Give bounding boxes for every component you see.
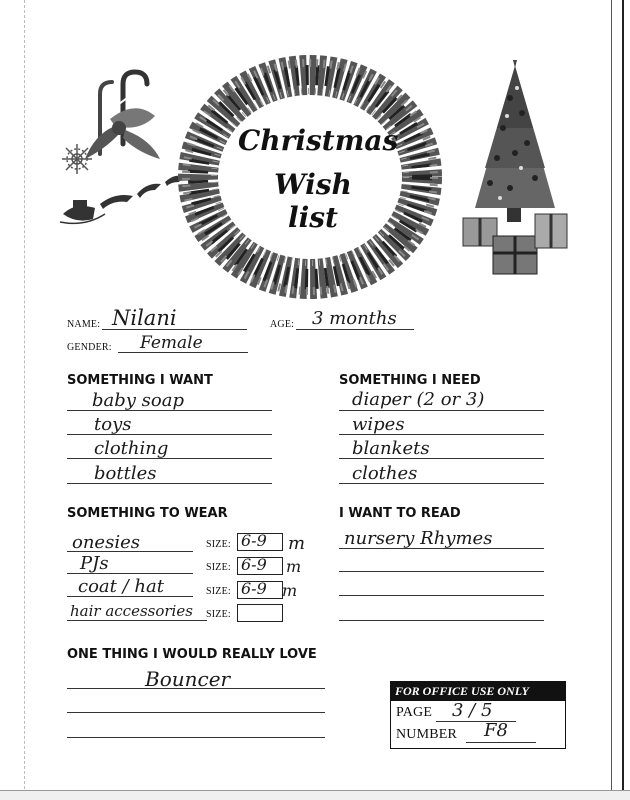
wear-size-1: 6-9 bbox=[241, 531, 267, 550]
wear-item-2: PJs bbox=[80, 553, 109, 574]
age-line bbox=[296, 329, 414, 330]
wear-size-box-4 bbox=[237, 604, 283, 622]
wear-size-label-1: SIZE: bbox=[206, 539, 231, 550]
name-value: Nilani bbox=[112, 306, 177, 330]
love-line-3 bbox=[67, 737, 325, 738]
wear-size-label-3: SIZE: bbox=[206, 586, 231, 597]
page-margin-right bbox=[611, 0, 612, 799]
office-page-value: 3 / 5 bbox=[452, 700, 493, 721]
want-item-2: toys bbox=[94, 414, 132, 435]
age-value: 3 months bbox=[312, 308, 397, 329]
need-line-1 bbox=[339, 410, 544, 411]
need-item-1: diaper (2 or 3) bbox=[352, 389, 485, 410]
wear-item-1: onesies bbox=[72, 532, 140, 553]
want-item-1: baby soap bbox=[92, 390, 184, 411]
need-item-4: clothes bbox=[352, 463, 418, 484]
read-line-4 bbox=[339, 620, 544, 621]
wear-unit-1: m bbox=[288, 533, 306, 554]
gender-label: GENDER: bbox=[67, 342, 112, 353]
want-heading: SOMETHING I WANT bbox=[67, 373, 213, 388]
read-line-2 bbox=[339, 571, 544, 572]
office-number-line bbox=[466, 742, 536, 743]
office-number-value: F8 bbox=[484, 720, 508, 741]
wear-size-label-2: SIZE: bbox=[206, 562, 231, 573]
need-item-2: wipes bbox=[352, 414, 405, 435]
read-line-3 bbox=[339, 595, 544, 596]
wear-line-4 bbox=[67, 620, 207, 621]
name-label: NAME: bbox=[67, 319, 101, 330]
office-heading: FOR OFFICE USE ONLY bbox=[391, 682, 565, 701]
want-item-4: bottles bbox=[94, 463, 157, 484]
want-item-3: clothing bbox=[94, 438, 169, 459]
office-page-label: PAGE bbox=[396, 705, 433, 720]
love-item-1: Bouncer bbox=[145, 667, 231, 691]
need-heading: SOMETHING I NEED bbox=[339, 373, 481, 388]
wear-unit-2: m bbox=[286, 557, 302, 576]
title-line-1: Christmas bbox=[238, 124, 399, 157]
page-margin-left bbox=[24, 0, 25, 799]
wear-item-3: coat / hat bbox=[78, 576, 164, 597]
love-line-2 bbox=[67, 712, 325, 713]
wear-size-2: 6-9 bbox=[241, 555, 267, 574]
wear-item-4: hair accessories bbox=[70, 602, 193, 620]
wear-size-label-4: SIZE: bbox=[206, 609, 231, 620]
title-line-2: Wish list bbox=[274, 168, 352, 234]
wear-size-3: 6-9 bbox=[241, 579, 267, 598]
office-number-label: NUMBER bbox=[396, 727, 458, 742]
gender-value: Female bbox=[140, 333, 203, 353]
wear-unit-3: m bbox=[282, 581, 298, 600]
candy-cane-sleigh-illustration bbox=[55, 64, 185, 229]
wear-heading: SOMETHING TO WEAR bbox=[67, 506, 228, 521]
age-label: AGE: bbox=[270, 319, 295, 330]
read-heading: I WANT TO READ bbox=[339, 506, 461, 521]
need-item-3: blankets bbox=[352, 438, 430, 459]
read-item-1: nursery Rhymes bbox=[344, 528, 493, 549]
page-edge-right bbox=[622, 0, 624, 799]
christmas-tree-illustration bbox=[455, 58, 575, 280]
love-heading: ONE THING I WOULD REALLY LOVE bbox=[67, 647, 317, 662]
